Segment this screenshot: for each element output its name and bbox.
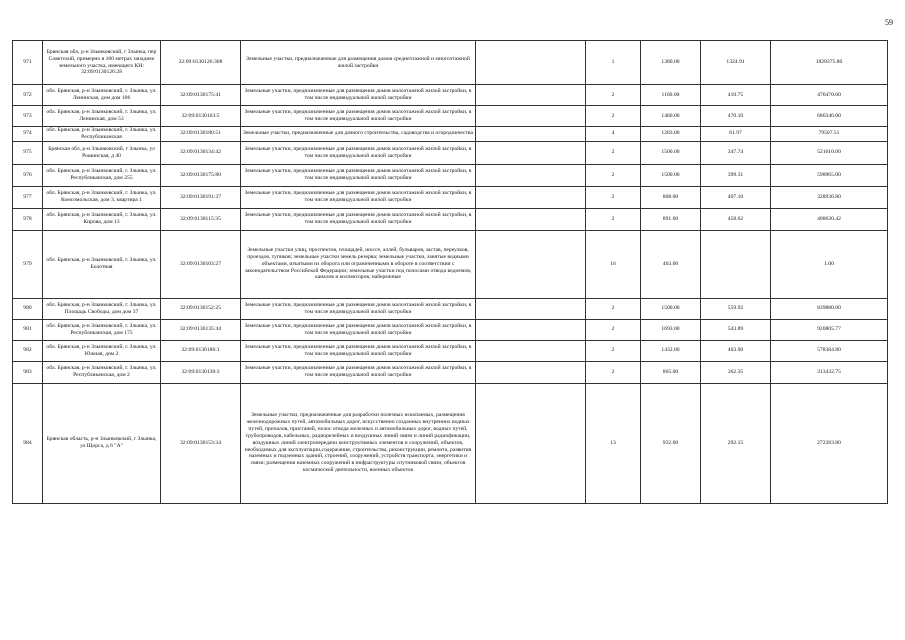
group-code-cell: 2 (586, 319, 641, 340)
row-number-cell: 983 (13, 361, 43, 383)
page-number: 59 (885, 18, 893, 27)
land-use-cell: Земельные участки, предназначенные для размещения домов малоэтажной жилой застройки, в том числе индивидуальной жилой застройки (241, 340, 476, 361)
land-use-cell: Земельные участки, предназначенные для размещения домов малоэтажной жилой застройки, в том числе индивидуальной жилой застройки (241, 186, 476, 208)
spacer-cell (476, 106, 586, 127)
group-code-cell: 2 (586, 186, 641, 208)
cadastral-number-cell: 32:09:0130191:37 (161, 186, 241, 208)
spacer-cell (476, 85, 586, 106)
cadastral-value-cell: 79507.51 (771, 127, 888, 142)
specific-value-cell: 1460.00 (641, 106, 701, 127)
cadastral-number-cell: 32:09:0130134:42 (161, 141, 241, 164)
specific-value-cell: 1500.00 (641, 298, 701, 319)
row-number-cell: 976 (13, 164, 43, 186)
table-row (13, 361, 888, 383)
row-number-cell: 971 (13, 41, 43, 85)
area-cell: 410.75 (701, 85, 771, 106)
cadastral-registry-table (12, 40, 888, 504)
area-cell: 399.31 (701, 164, 771, 186)
area-cell: 403.90 (701, 340, 771, 361)
cadastral-value-cell: 1828375.80 (771, 41, 888, 85)
land-use-cell: Земельные участки, предназначенные для размещения домов малоэтажной жилой застройки, в том числе индивидуальной жилой застройки (241, 319, 476, 340)
row-number-cell: 981 (13, 319, 43, 340)
land-use-cell: Земельные участки, предназначенные для разработки полезных ископаемых, размещения железнодорожных путей, автомобильных дорог, искусственно созданных внутренних водных путей, причалов, пристаней, полос отвода железных и автомобильных дорог, водных путей, трубопроводов, кабельных, радиорелейных и воздушных линий связи и линий радиофикации, воздушных линий электропередачи конструктивных элементов и сооружений, объектов, необходимых для эксплуатации,содержания, строительства, реконструкции, ремонта, развития наземных и подземных зданий, строений, сооружений, устройств транспорта, энергетики и связи; размещения наземных сооружений в инфраструктуры спутниковой связи, объектов космической деятельности, военных объектов (241, 383, 476, 503)
group-code-cell: 13 (586, 383, 641, 503)
address-cell: обл. Брянская, р-н Злынковский, г. Злынка, ул. Ленинская, дом 53 (43, 106, 161, 127)
specific-value-cell: 932.00 (641, 383, 701, 503)
row-number-cell: 980 (13, 298, 43, 319)
table-row (13, 164, 888, 186)
specific-value-cell: 463.00 (641, 230, 701, 298)
land-use-cell: Земельные участки, предназначенные для размещения домов малоэтажной жилой застройки, в том числе индивидуальной жилой застройки (241, 164, 476, 186)
group-code-cell: 2 (586, 298, 641, 319)
spacer-cell (476, 361, 586, 383)
table-row (13, 141, 888, 164)
row-number-cell: 978 (13, 208, 43, 230)
address-cell: обл. Брянская, р-н Злынковский, г. Злынка, ул. Республиканская, дом 2 (43, 361, 161, 383)
cadastral-number-cell: 32:09:0130163:5 (161, 106, 241, 127)
table-row (13, 340, 888, 361)
cadastral-number-cell: 32:09:0130103:27 (161, 230, 241, 298)
table-row (13, 298, 888, 319)
specific-value-cell: 891.00 (641, 208, 701, 230)
cadastral-number-cell: 32:09:0130130:3 (161, 361, 241, 383)
spacer-cell (476, 298, 586, 319)
row-number-cell: 979 (13, 230, 43, 298)
spacer-cell (476, 208, 586, 230)
address-cell: обл. Брянская, р-н Злынковский, г. Злынка, ул. Южная, дом 2 (43, 340, 161, 361)
cadastral-number-cell: 32:09:0130175:41 (161, 85, 241, 106)
cadastral-value-cell: 313432.75 (771, 361, 888, 383)
group-code-cell: 2 (586, 85, 641, 106)
specific-value-cell: 1380.00 (641, 41, 701, 85)
group-code-cell: 2 (586, 106, 641, 127)
group-code-cell: 2 (586, 208, 641, 230)
spacer-cell (476, 230, 586, 298)
cadastral-value-cell: 521610.00 (771, 141, 888, 164)
specific-value-cell: 865.00 (641, 361, 701, 383)
spacer-cell (476, 41, 586, 85)
cadastral-value-cell: 598965.00 (771, 164, 888, 186)
group-code-cell: 2 (586, 141, 641, 164)
table-row (13, 230, 888, 298)
table-row (13, 186, 888, 208)
address-cell: обл. Брянская, р-н Злынковский, г. Злынка, ул. Ленинская, дом дом 106 (43, 85, 161, 106)
address-cell: обл. Брянская, р-н Злынковский, г. Злынка, ул. Кирова, дом 13 (43, 208, 161, 230)
table-row (13, 208, 888, 230)
address-cell: обл. Брянская, р-н Злынковский, г. Злынка, ул. Болотная (43, 230, 161, 298)
specific-value-cell: 1500.00 (641, 141, 701, 164)
group-code-cell: 1 (586, 41, 641, 85)
spacer-cell (476, 164, 586, 186)
specific-value-cell: 1500.00 (641, 164, 701, 186)
land-use-cell: Земельные участки, предназначенные для размещения домов среднеэтажной и многоэтажной жилой застройки (241, 41, 476, 85)
row-number-cell: 973 (13, 106, 43, 127)
address-cell: обл. Брянская, р-н Злынковский, г. Злынка, ул. Республиканская, дом 255 (43, 164, 161, 186)
cadastral-number-cell: 32:09:0130180:51 (161, 127, 241, 142)
land-use-cell: Земельные участки, предназначенные для размещения домов малоэтажной жилой застройки, в том числе индивидуальной жилой застройки (241, 298, 476, 319)
cadastral-number-cell: 32:09:0130126:308 (161, 41, 241, 85)
table-body (13, 41, 888, 504)
land-use-cell: Земельные участки, предназначенные для размещения домов малоэтажной жилой застройки, в том числе индивидуальной жилой застройки (241, 85, 476, 106)
cadastral-number-cell: 32:09:0130115:35 (161, 208, 241, 230)
specific-value-cell: 808.00 (641, 186, 701, 208)
land-use-cell: Земельные участки, предназначенные для размещения домов малоэтажной жилой застройки, в том числе индивидуальной жилой застройки (241, 141, 476, 164)
specific-value-cell: 1160.00 (641, 85, 701, 106)
spacer-cell (476, 319, 586, 340)
address-cell: обл. Брянская, р-н Злынковский, г. Злынка, ул. Площадь Свободы, дом дом 37 (43, 298, 161, 319)
land-use-cell: Земельные участки улиц, проспектов, площадей, шоссе, аллей, бульваров, застав, переулков, проездов, тупиков; земельные участки земель резерва; земельные участки, занятые водными объектами, изъятыми из оборота или ограниченными в обороте в соответствии с законодательством Российской Федерации; земельные участки под полосами отвода водоемов, каналов и коллекторов, набережные (241, 230, 476, 298)
cadastral-value-cell: 839880.00 (771, 298, 888, 319)
land-use-cell: Земельные участки, предназначенные для дачного строительства, садоводства и огородничества (241, 127, 476, 142)
table-row (13, 127, 888, 142)
cadastral-number-cell: 32:09:0130175:80 (161, 164, 241, 186)
table-row (13, 41, 888, 85)
address-cell: обл. Брянская, р-н Злынковский, г. Злынка, ул. Республиканская (43, 127, 161, 142)
table-row (13, 383, 888, 503)
land-use-cell: Земельные участки, предназначенные для размещения домов малоэтажной жилой застройки, в том числе индивидуальной жилой застройки (241, 208, 476, 230)
area-cell: 362.35 (701, 361, 771, 383)
table-row (13, 319, 888, 340)
cadastral-value-cell: 476470.00 (771, 85, 888, 106)
area-cell: 292.15 (701, 383, 771, 503)
spacer-cell (476, 127, 586, 142)
area-cell: 458.62 (701, 208, 771, 230)
table-row (13, 106, 888, 127)
address-cell: Брянская обл, р-н Злынковский, г Злынка, ул Рошинская, д 40 (43, 141, 161, 164)
row-number-cell: 974 (13, 127, 43, 142)
group-code-cell: 16 (586, 230, 641, 298)
row-number-cell: 982 (13, 340, 43, 361)
row-number-cell: 977 (13, 186, 43, 208)
group-code-cell: 2 (586, 361, 641, 383)
group-code-cell: 2 (586, 340, 641, 361)
cadastral-value-cell: 272283.80 (771, 383, 888, 503)
address-cell: обл. Брянская, р-н Злынковский, г. Злынка, ул. Республиканская, дом 175 (43, 319, 161, 340)
row-number-cell: 972 (13, 85, 43, 106)
group-code-cell: 4 (586, 127, 641, 142)
cadastral-value-cell: 408630.42 (771, 208, 888, 230)
area-cell: 61.97 (701, 127, 771, 142)
spacer-cell (476, 340, 586, 361)
spacer-cell (476, 186, 586, 208)
area-cell: 347.74 (701, 141, 771, 164)
table-row (13, 85, 888, 106)
address-cell: Брянская обл, р-н Злынковский, г Злынка, пер Советский, примерно в 160 метрах западнее земельного участка, имеющего КН: 32:09:0130126:28 (43, 41, 161, 85)
specific-value-cell: 1432.00 (641, 340, 701, 361)
cadastral-value-cell: 1.00 (771, 230, 888, 298)
cadastral-value-cell: 328936.80 (771, 186, 888, 208)
address-cell: Брянская область, р-н Злынковский, г Злынка, ул Щорса, д 6 "А" (43, 383, 161, 503)
cadastral-value-cell: 920805.77 (771, 319, 888, 340)
cadastral-value-cell: 686346.00 (771, 106, 888, 127)
area-cell: 559.92 (701, 298, 771, 319)
specific-value-cell: 1693.00 (641, 319, 701, 340)
spacer-cell (476, 141, 586, 164)
specific-value-cell: 1283.00 (641, 127, 701, 142)
area-cell: 1324.91 (701, 41, 771, 85)
spacer-cell (476, 383, 586, 503)
land-use-cell: Земельные участки, предназначенные для размещения домов малоэтажной жилой застройки, в том числе индивидуальной жилой застройки (241, 361, 476, 383)
area-cell (701, 230, 771, 298)
address-cell: обл. Брянская, р-н Злынковский, г. Злынка, ул. Комсомольская, дом 3, квартира 1 (43, 186, 161, 208)
cadastral-number-cell: 32:09:0130186:1 (161, 340, 241, 361)
cadastral-number-cell: 32:09:0130152:25 (161, 298, 241, 319)
row-number-cell: 975 (13, 141, 43, 164)
cadastral-number-cell: 32:09:0130135:44 (161, 319, 241, 340)
area-cell: 470.10 (701, 106, 771, 127)
row-number-cell: 984 (13, 383, 43, 503)
cadastral-number-cell: 32:09:0130153:34 (161, 383, 241, 503)
group-code-cell: 2 (586, 164, 641, 186)
cadastral-value-cell: 578384.80 (771, 340, 888, 361)
area-cell: 543.89 (701, 319, 771, 340)
land-use-cell: Земельные участки, предназначенные для размещения домов малоэтажной жилой застройки, в том числе индивидуальной жилой застройки (241, 106, 476, 127)
area-cell: 407.10 (701, 186, 771, 208)
